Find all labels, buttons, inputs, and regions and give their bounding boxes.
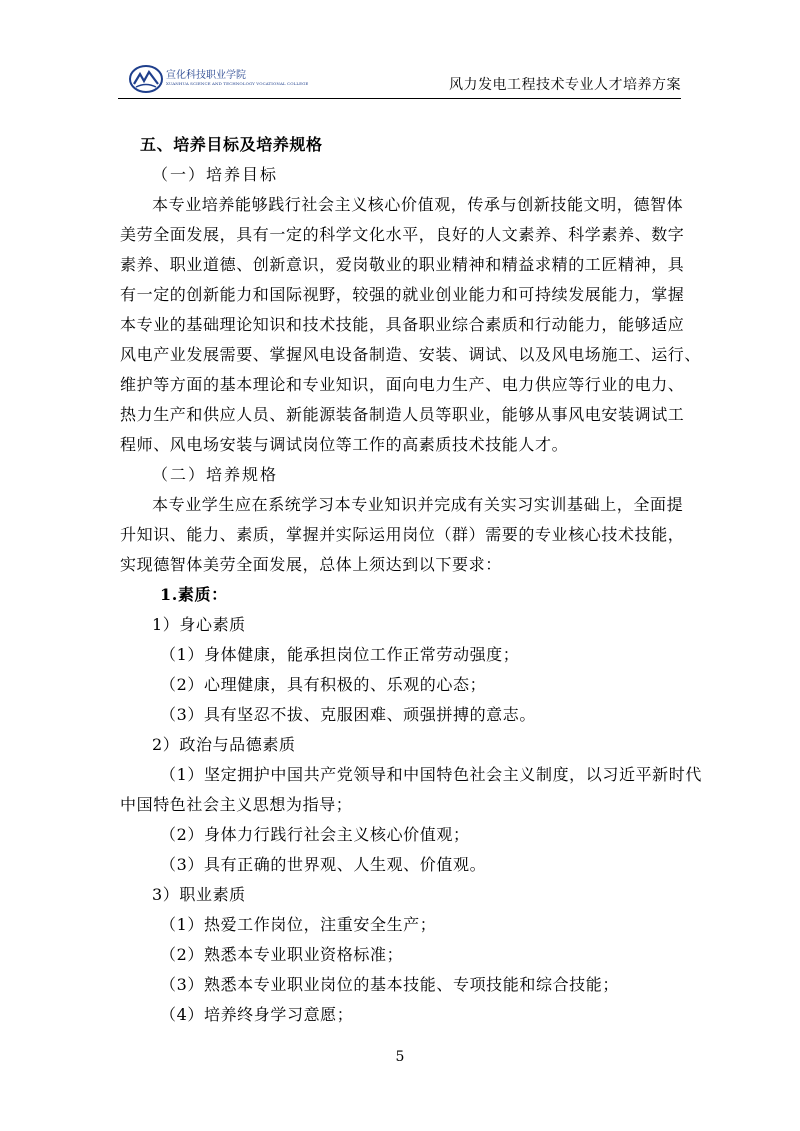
list-item: （3）熟悉本专业职业岗位的基本技能、专项技能和综合技能； — [160, 975, 619, 994]
page-header — [118, 62, 681, 99]
document-title: 风力发电工程技术专业人才培养方案 — [449, 77, 681, 93]
paragraph-line: 本专业的基础理论知识和技术技能，具备职业综合素质和行动能力，能够适应 — [120, 315, 685, 334]
subsection-title-spec: （二）培养规格 — [152, 465, 279, 484]
paragraph-line: 实现德智体美劳全面发展，总体上须达到以下要求： — [120, 555, 502, 574]
list-item: （1）热爱工作岗位，注重安全生产； — [160, 915, 437, 934]
list-item: （1）身体健康，能承担岗位工作正常劳动强度； — [160, 645, 520, 664]
paragraph-line: 素养、职业道德、创新意识，爱岗敬业的职业精神和精益求精的工匠精神，具 — [120, 255, 685, 274]
paragraph-line: 升知识、能力、素质，掌握并实际运用岗位（群）需要的专业核心技术技能， — [120, 525, 685, 544]
paragraph-line: 本专业培养能够践行社会主义核心价值观，传承与创新技能文明，德智体 — [152, 195, 684, 214]
list-heading: 3）职业素质 — [152, 885, 246, 904]
list-item-continuation: 中国特色社会主义思想为指导； — [120, 795, 353, 814]
list-item: （3）具有正确的世界观、人生观、价值观。 — [160, 855, 487, 874]
list-item: （1）坚定拥护中国共产党领导和中国特色社会主义制度，以习近平新时代 — [160, 765, 702, 784]
quality-heading: 1.素质： — [160, 585, 228, 604]
paragraph-line: 风电产业发展需要、掌握风电设备制造、安装、调试、以及风电场施工、运行、 — [120, 345, 702, 364]
list-item: （4）培养终身学习意愿； — [160, 1005, 354, 1024]
paragraph-line: 本专业学生应在系统学习本专业知识并完成有关实习实训基础上，全面提 — [152, 495, 684, 514]
list-item: （3）具有坚忍不拔、克服困难、顽强拼搏的意志。 — [160, 705, 536, 724]
school-logo-icon — [128, 64, 164, 94]
page-number: 5 — [395, 1049, 405, 1065]
subsection-title-goal: （一）培养目标 — [152, 165, 279, 184]
page-content — [120, 130, 702, 1030]
paragraph-line: 有一定的创新能力和国际视野，较强的就业创业能力和可持续发展能力，掌握 — [120, 285, 685, 304]
list-item: （2）身体力行践行社会主义核心价值观； — [160, 825, 470, 844]
paragraph-line: 程师、风电场安装与调试岗位等工作的高素质技术技能人才。 — [120, 435, 569, 454]
list-item: （2）熟悉本专业职业资格标准； — [160, 945, 404, 964]
school-name: 宣化科技职业学院 — [166, 70, 246, 81]
list-heading: 1）身心素质 — [152, 615, 246, 634]
list-heading: 2）政治与品德素质 — [152, 735, 296, 754]
paragraph-line: 美劳全面发展，具有一定的科学文化水平，良好的人文素养、科学素养、数字 — [120, 225, 685, 244]
school-name-en: XUANHUA SCIENCE AND TECHNOLOGY VOCATIONAL COLLEGE — [166, 81, 309, 86]
section-title: 五、培养目标及培养规格 — [140, 135, 323, 154]
paragraph-line: 维护等方面的基本理论和专业知识，面向电力生产、电力供应等行业的电力、 — [120, 375, 685, 394]
paragraph-line: 热力生产和供应人员、新能源装备制造人员等职业，能够从事风电安装调试工 — [120, 405, 685, 424]
list-item: （2）心理健康，具有积极的、乐观的心态； — [160, 675, 487, 694]
